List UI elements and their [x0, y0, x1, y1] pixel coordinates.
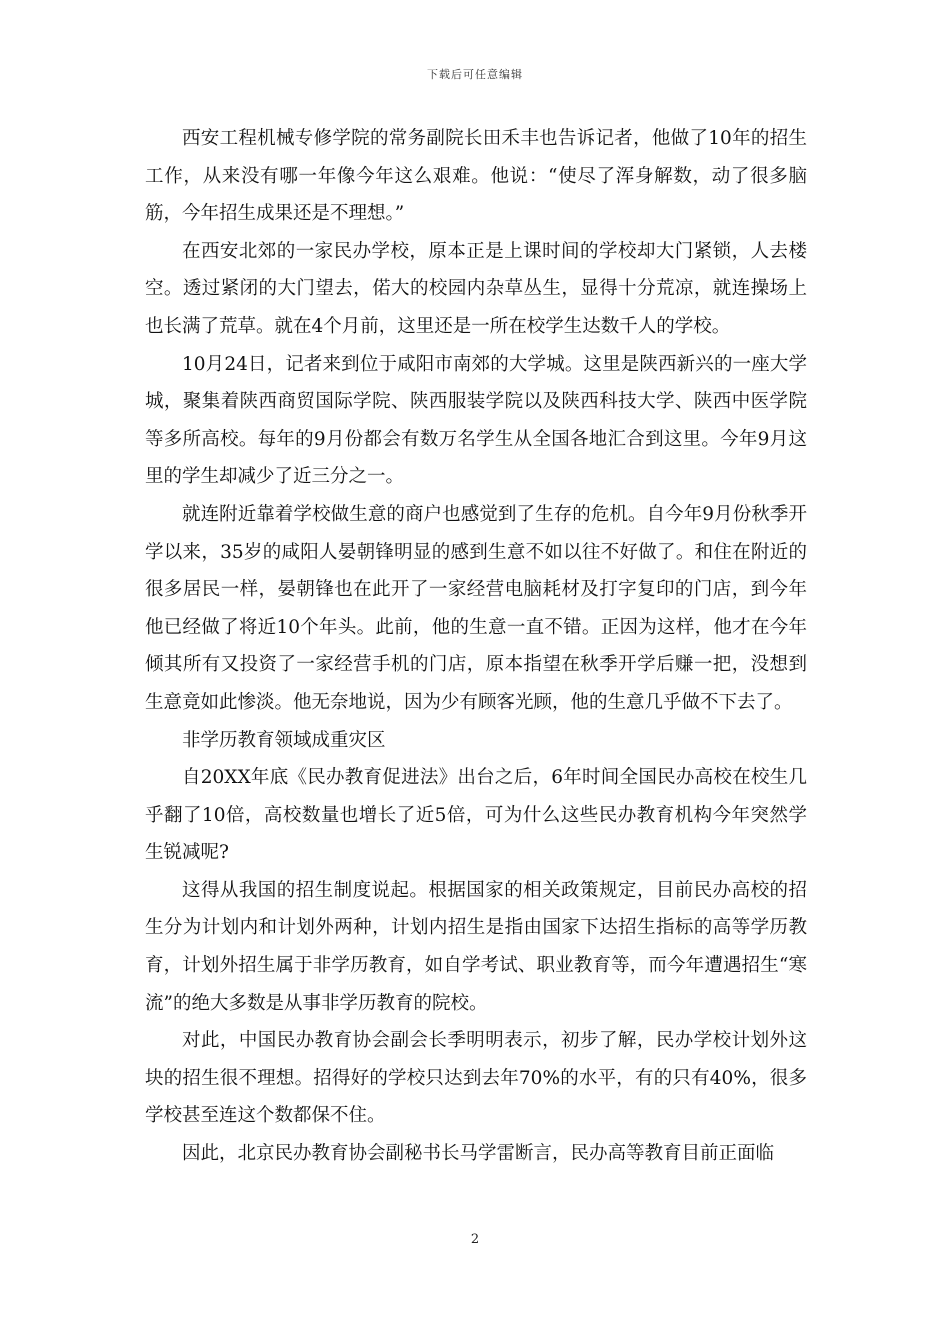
- paragraph: 在西安北郊的一家民办学校，原本正是上课时间的学校却大门紧锁，人去楼空。透过紧闭的大门望去，偌大的校园内杂草丛生，显得十分荒凉，就连操场上也长满了荒草。就在4个月前，这里还是一所在校学生达数千人的学校。: [145, 240, 807, 337]
- section-heading: 非学历教育领域成重灾区: [182, 729, 386, 751]
- paragraph: 因此，北京民办教育协会副秘书长马学雷断言，民办高等教育目前正面临: [182, 1143, 775, 1165]
- paragraph: 这得从我国的招生制度说起。根据国家的相关政策规定，目前民办高校的招生分为计划内和计划外两种，计划内招生是指由国家下达招生指标的高等学历教育，计划外招生属于非学历教育，如自学考试、职业教育等，而今年遭遇招生“寒流”的绝大多数是从事非学历教育的院校。: [145, 879, 807, 1014]
- paragraph: 就连附近靠着学校做生意的商户也感觉到了生存的危机。自今年9月份秋季开学以来，35岁的咸阳人晏朝锋明显的感到生意不如以往不好做了。和住在附近的很多居民一样，晏朝锋也在此开了一家经营电脑耗材及打字复印的门店，到今年他已经做了将近10个年头。此前，他的生意一直不错。正因为这样，他才在今年倾其所有又投资了一家经营手机的门店，原本指望在秋季开学后赚一把，没想到生意竟如此惨淡。他无奈地说，因为少有顾客光顾，他的生意几乎做不下去了。: [145, 503, 807, 713]
- document-body: [145, 120, 807, 1173]
- page-number: 2: [470, 1232, 480, 1247]
- paragraph: 10月24日，记者来到位于咸阳市南郊的大学城。这里是陕西新兴的一座大学城，聚集着陕西商贸国际学院、陕西服装学院以及陕西科技大学、陕西中医学院等多所高校。每年的9月份都会有数万名学生从全国各地汇合到这里。今年9月这里的学生却减少了近三分之一。: [145, 353, 807, 488]
- page-header: 下载后可任意编辑: [427, 68, 523, 81]
- paragraph: 对此，中国民办教育协会副会长季明明表示，初步了解，民办学校计划外这块的招生很不理想。招得好的学校只达到去年70%的水平，有的只有40%，很多学校甚至连这个数都保不住。: [145, 1030, 807, 1127]
- paragraph: 自20XX年底《民办教育促进法》出台之后，6年时间全国民办高校在校生几乎翻了10倍，高校数量也增长了近5倍，可为什么这些民办教育机构今年突然学生锐减呢?: [145, 767, 807, 864]
- paragraph: 西安工程机械专修学院的常务副院长田禾丰也告诉记者，他做了10年的招生工作，从来没有哪一年像今年这么艰难。他说：“使尽了浑身解数，动了很多脑筋，今年招生成果还是不理想。”: [145, 128, 807, 225]
